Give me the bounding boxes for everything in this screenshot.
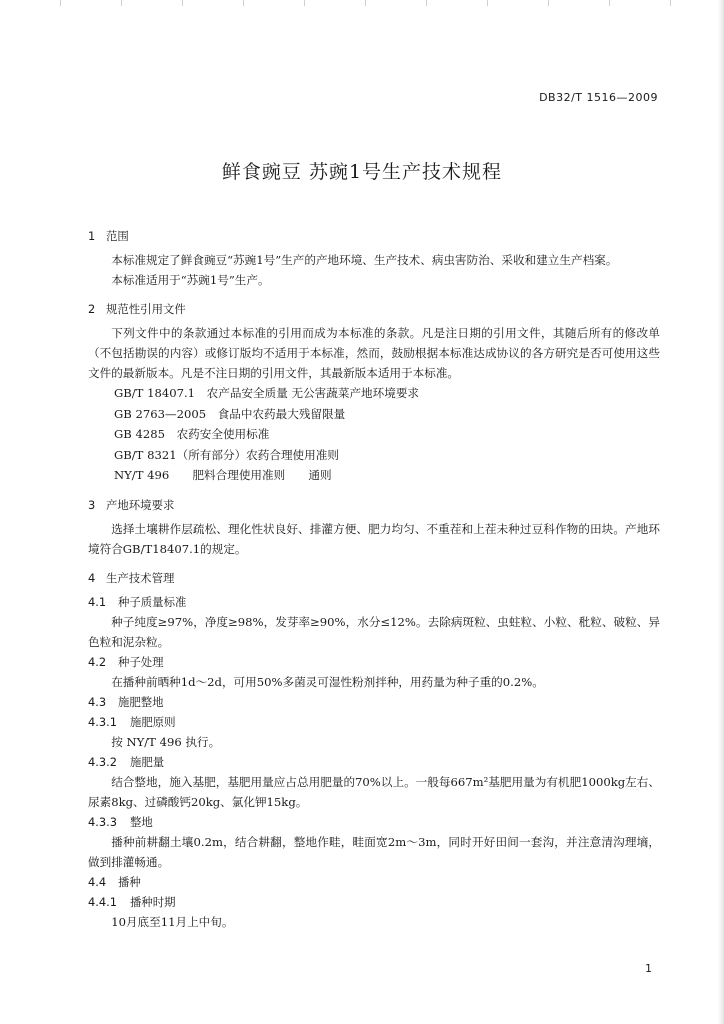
section-heading-1 [88, 226, 660, 246]
subsection-heading-4-3 [88, 692, 660, 712]
reference-item: GB 2763—2005 食品中农药最大残留限量 [114, 406, 346, 421]
section-title: 施肥量 [130, 754, 165, 769]
subsection-heading-4-1 [88, 592, 660, 612]
section-heading-4 [88, 568, 660, 588]
section-number: 4.3.3 [88, 814, 117, 829]
section-number: 4.1 [88, 594, 107, 609]
page-title: 鲜食豌豆 苏豌1号生产技术规程 [221, 161, 503, 183]
section-title: 种子质量标准 [118, 594, 187, 609]
paragraph: 种子纯度≥97%，净度≥98%，发芽率≥90%，水分≤12%。去除病斑粒、虫蛀粒、小粒、秕粒、破粒、异色粒和泥杂粒。 [88, 614, 660, 649]
document-body [88, 226, 660, 932]
subsection-heading-4-3-1 [88, 712, 660, 732]
reference-item: NY/T 496 肥料合理使用准则 通则 [114, 468, 332, 482]
paragraph: 下列文件中的条款通过本标准的引用而成为本标准的条款。凡是注日期的引用文件，其随后所有的修改单（不包括勘误的内容）或修订版均不适用于本标准，然而，鼓励根据本标准达成协议的各方研究是否可使用这些文件的最新版本。凡是不注日期的引用文件，其最新版本适用于本标准。 [88, 326, 660, 380]
paragraph: 10月底至11月上中旬。 [111, 914, 234, 929]
section-number: 4.3.2 [88, 754, 117, 769]
reference-item: GB/T 8321（所有部分）农药合理使用准则 [114, 447, 339, 462]
paragraph: 本标准适用于“苏豌1号”生产。 [111, 273, 270, 287]
page-number: 1 [645, 962, 652, 975]
section-title: 生产技术管理 [106, 570, 175, 585]
paragraph: 播种前耕翻土壤0.2m，结合耕翻，整地作畦，畦面宽2m～3m，同时开好田间一套沟，并注意清沟理墒，做到排灌畅通。 [88, 834, 660, 869]
section-title: 播种 [118, 874, 141, 889]
section-heading-2 [88, 299, 660, 319]
paragraph: 选择土壤耕作层疏松、理化性状良好、排灌方便、肥力均匀、不重茬和上茬未种过豆科作物的田块。产地环境符合GB/T18407.1的规定。 [88, 521, 660, 556]
scan-artifact [0, 0, 724, 6]
subsection-heading-4-3-2 [88, 752, 660, 772]
section-number: 4.3.1 [88, 714, 117, 729]
section-number: 1 [88, 229, 96, 243]
section-number: 4.3 [88, 694, 107, 709]
paragraph: 本标准规定了鲜食豌豆“苏豌1号”生产的产地环境、生产技术、病虫害防治、采收和建立生产档案。 [111, 253, 618, 267]
section-number: 3 [88, 497, 96, 512]
subsection-heading-4-4-1 [88, 892, 660, 912]
section-title: 种子处理 [118, 654, 164, 669]
section-title: 施肥整地 [118, 694, 164, 709]
subsection-heading-4-4 [88, 872, 660, 892]
section-number: 4.4.1 [88, 894, 117, 909]
section-title: 规范性引用文件 [106, 302, 186, 316]
section-title: 播种时期 [130, 894, 176, 909]
reference-item: GB 4285 农药安全使用标准 [114, 427, 270, 441]
subsection-heading-4-2 [88, 652, 660, 672]
section-title: 整地 [130, 814, 153, 829]
section-title: 范围 [106, 229, 129, 243]
section-number: 4 [88, 570, 96, 585]
section-number: 4.2 [88, 654, 107, 669]
section-number: 4.4 [88, 874, 107, 889]
scan-edge [718, 0, 724, 1024]
section-title: 施肥原则 [130, 714, 176, 729]
subsection-heading-4-3-3 [88, 812, 660, 832]
section-number: 2 [88, 302, 96, 316]
standard-number: DB32/T 1516—2009 [539, 91, 658, 104]
paragraph: 按 NY/T 496 执行。 [111, 734, 221, 749]
paragraph: 结合整地，施入基肥，基肥用量应占总用肥量的70%以上。一般每667m²基肥用量为有机肥1000kg左右、尿素8kg、过磷酸钙20kg、氯化钾15kg。 [88, 774, 660, 809]
section-heading-3 [88, 495, 660, 515]
section-title: 产地环境要求 [106, 497, 175, 512]
paragraph: 在播种前晒种1d～2d，可用50%多菌灵可湿性粉剂拌种，用药量为种子重的0.2%。 [111, 674, 544, 689]
reference-item: GB/T 18407.1 农产品安全质量 无公害蔬菜产地环境要求 [114, 386, 420, 400]
